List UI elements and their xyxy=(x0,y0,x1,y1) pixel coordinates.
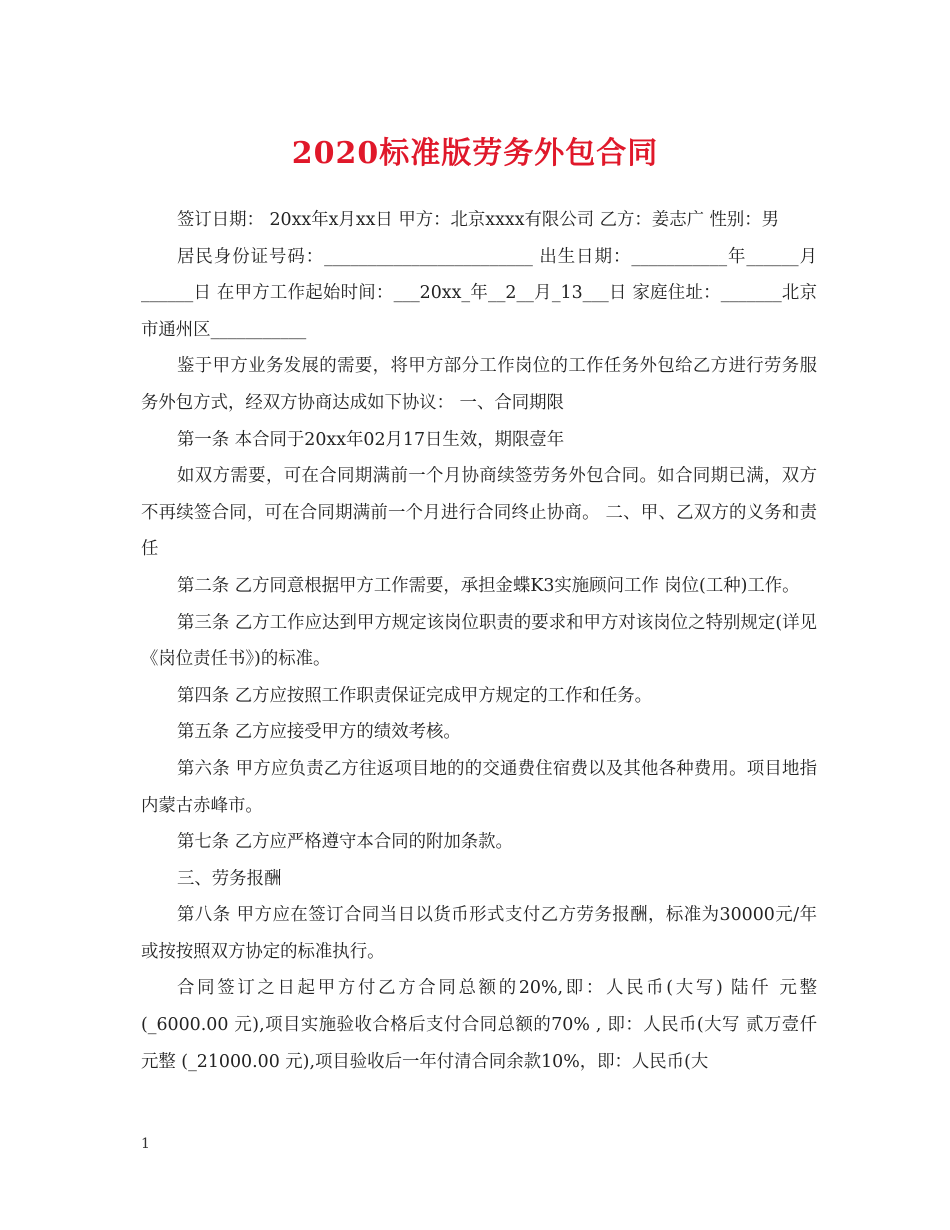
paragraph-payment-schedule: 合同签订之日起甲方付乙方合同总额的20%,即：人民币(大写) 陆仟 元整(_6000.00 元),项目实施验收合格后支付合同总额的70% , 即：人民币(大写 贰万壹仟 元整 (_21000.00 元),项目验收后一年付清合同余款10%，即：人民币(大 xyxy=(141,978,817,1072)
paragraph-preamble: 鉴于甲方业务发展的需要，将甲方部分工作岗位的工作任务外包给乙方进行劳务服务外包方式，经双方协商达成如下协议： 一、合同期限 xyxy=(141,356,817,413)
paragraph-article-5: 第五条 乙方应接受甲方的绩效考核。 xyxy=(177,722,461,743)
paragraph-article-1: 第一条 本合同于20xx年02月17日生效，期限壹年 xyxy=(177,429,565,450)
page-number: 1 xyxy=(141,1136,150,1152)
paragraph-article-4: 第四条 乙方应按照工作职责保证完成甲方规定的工作和任务。 xyxy=(177,685,653,706)
paragraph-renewal: 如双方需要，可在合同期满前一个月协商续签劳务外包合同。如合同期已满，双方不再续签合同，可在合同期满前一个月进行合同终止协商。 二、甲、乙双方的义务和责任 xyxy=(141,466,817,560)
paragraph-personal-info: 居民身份证号码：________________________ 出生日期：___________年______月______日 在甲方工作起始时间：___20xx_年__2__月_13___日 家庭住址：_______北京市通州区___________ xyxy=(141,246,817,340)
paragraph-article-6: 第六条 甲方应负责乙方往返项目地的的交通费住宿费以及其他各种费用。项目地指内蒙古赤峰市。 xyxy=(141,758,817,816)
paragraph-signing-info: 签订日期： 20xx年x月xx日 甲方：北京xxxx有限公司 乙方：姜志广 性别：男 xyxy=(177,210,780,230)
paragraph-article-3: 第三条 乙方工作应达到甲方规定该岗位职责的要求和甲方对该岗位之特别规定(详见《岗位责任书》)的标准。 xyxy=(141,612,817,670)
document-body xyxy=(141,202,817,1080)
document-title: 2020标准版劳务外包合同 xyxy=(291,136,659,171)
section-heading-remuneration: 三、劳务报酬 xyxy=(177,868,282,889)
paragraph-article-7: 第七条 乙方应严格遵守本合同的附加条款。 xyxy=(177,832,513,853)
paragraph-article-2: 第二条 乙方同意根据甲方工作需要，承担金蝶K3实施顾问工作 岗位(工种)工作。 xyxy=(177,575,800,596)
paragraph-article-8: 第八条 甲方应在签订合同当日以货币形式支付乙方劳务报酬，标准为30000元/年或按按照双方协定的标准执行。 xyxy=(141,905,817,962)
